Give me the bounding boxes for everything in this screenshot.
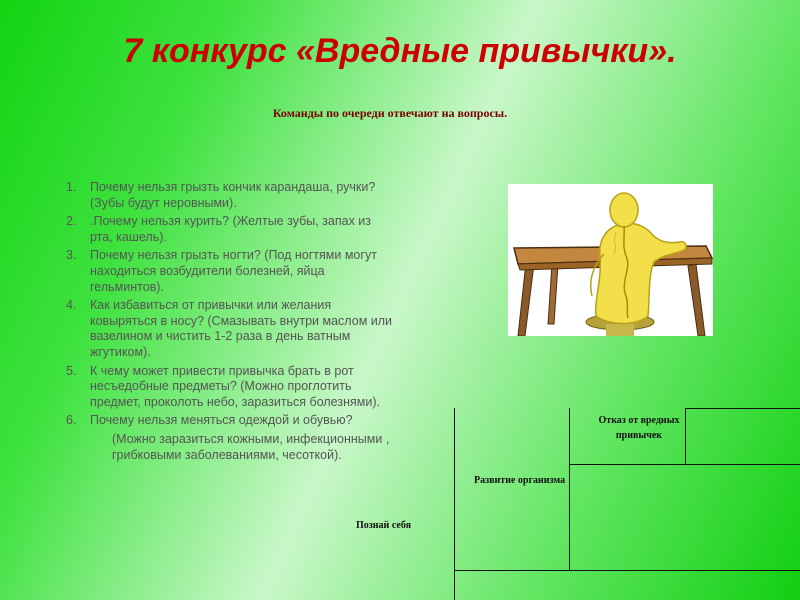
list-item-number: 4. [66, 298, 77, 313]
list-item-text: Почему нельзя грызть кончик карандаша, ручки? (Зубы будут неровными). [90, 180, 376, 210]
step-label-self-knowledge: Познай себя [356, 520, 411, 531]
step-line [569, 464, 800, 465]
list-item [66, 364, 396, 411]
step-label-refusal: Отказ от вредных привычек [598, 415, 680, 441]
list-item-text: .Почему нельзя курить? (Желтые зубы, запах из рта, кашель). [90, 214, 372, 244]
list-item-number: 3. [66, 248, 77, 263]
step-line [454, 408, 455, 600]
step-line [569, 408, 570, 570]
slide-title: 7 конкурс «Вредные привычки». [123, 32, 677, 70]
posture-illustration [508, 184, 713, 336]
child-at-desk-image [508, 184, 713, 336]
list-item [66, 180, 396, 211]
step-line [685, 408, 800, 409]
list-item [66, 248, 396, 295]
list-item [66, 413, 396, 429]
step-label-development: Развитие организма [474, 475, 566, 486]
list-item [66, 298, 396, 360]
list-item-number: 2. [66, 214, 77, 229]
list-item-text: Почему нельзя меняться одеждой и обувью? [90, 413, 353, 428]
list-item-text: К чему может привести привычка брать в рот несъедобные предметы? (Можно проглотить предмет, проколоть небо, заразиться болезнями). [90, 363, 380, 409]
list-item-number: 6. [66, 413, 77, 428]
list-item-text: Как избавиться от привычки или желания ковыряться в носу? (Смазывать внутри маслом или вазелином и чистить 1-2 раза в день ватным жгутиком). [90, 298, 393, 359]
list-item-number: 5. [66, 363, 77, 378]
list-item-number: 1. [66, 180, 77, 194]
step-line [454, 570, 800, 571]
list-item [66, 214, 396, 245]
slide-subtitle: Команды по очереди отвечают на вопросы. [272, 106, 508, 120]
question-6-answer: (Можно заразиться кожными, инфекционными , грибковыми заболеваниями, чесоткой). [112, 431, 390, 462]
step-line [685, 408, 686, 464]
question-list [66, 180, 396, 463]
list-item-text: Почему нельзя грызть ногти? (Под ногтями могут находиться возбудители болезней, яйца гельминтов). [90, 248, 377, 294]
